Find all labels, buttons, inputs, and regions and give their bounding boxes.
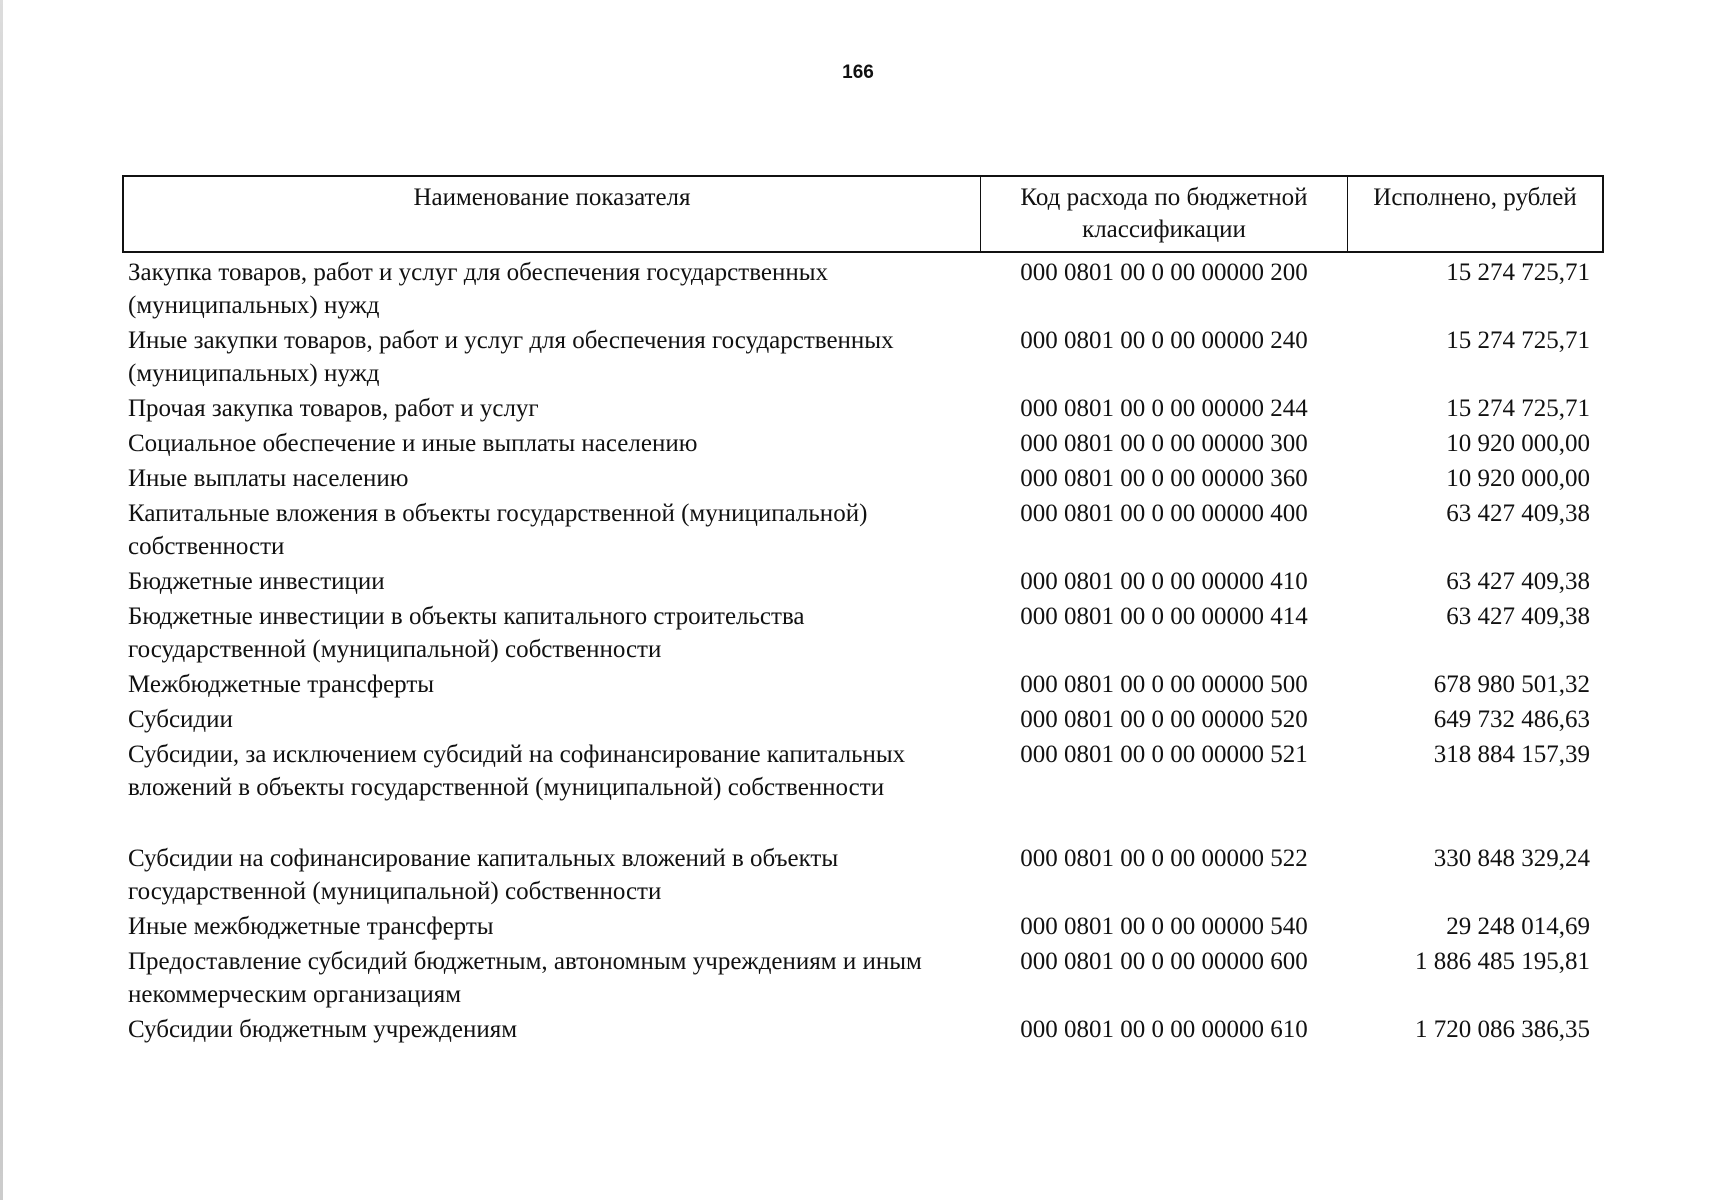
row-code: 000 0801 00 0 00 00000 520 (1020, 706, 1308, 733)
table-body (128, 256, 1602, 1048)
table-row (128, 427, 1602, 460)
row-name: Иные межбюджетные трансферты (128, 913, 494, 940)
row-executed: 15 274 725,71 (1446, 395, 1590, 422)
row-name: Предоставление субсидий бюджетным, автономным учреждениям и иным некоммерческим организациям (128, 948, 922, 1008)
table-row (128, 945, 1602, 1011)
row-name: Прочая закупка товаров, работ и услуг (128, 395, 539, 422)
table-row (128, 600, 1602, 666)
row-executed: 15 274 725,71 (1446, 259, 1590, 286)
row-executed: 330 848 329,24 (1433, 845, 1590, 872)
header-executed: Исполнено, рублей (1347, 177, 1602, 251)
row-name: Капитальные вложения в объекты государственной (муниципальной) собственности (128, 500, 868, 560)
row-code: 000 0801 00 0 00 00000 414 (1020, 603, 1308, 630)
row-name: Социальное обеспечение и иные выплаты населению (128, 430, 698, 457)
row-code: 000 0801 00 0 00 00000 610 (1020, 1016, 1308, 1043)
scan-edge (0, 0, 3, 1200)
row-code: 000 0801 00 0 00 00000 240 (1020, 327, 1308, 354)
row-name: Иные выплаты населению (128, 465, 409, 492)
row-code: 000 0801 00 0 00 00000 522 (1020, 845, 1308, 872)
row-executed: 29 248 014,69 (1446, 913, 1590, 940)
row-executed: 10 920 000,00 (1446, 465, 1590, 492)
row-code: 000 0801 00 0 00 00000 410 (1020, 568, 1308, 595)
row-name: Бюджетные инвестиции в объекты капитального строительства государственной (муниципальной) собственности (128, 603, 805, 663)
header-name: Наименование показателя (413, 184, 691, 211)
table-row (128, 910, 1602, 943)
page-number: 166 (842, 62, 874, 83)
row-code: 000 0801 00 0 00 00000 600 (1020, 948, 1308, 975)
table-row (128, 324, 1602, 390)
table-row (128, 703, 1602, 736)
table-row (128, 256, 1602, 322)
header-code: Код расхода по бюджетной классификации (980, 177, 1347, 251)
row-executed: 10 920 000,00 (1446, 430, 1590, 457)
row-executed: 15 274 725,71 (1446, 327, 1590, 354)
row-name: Субсидии, за исключением субсидий на софинансирование капитальных вложений в объекты государственной (муниципальной) собственности (128, 741, 906, 801)
row-code: 000 0801 00 0 00 00000 521 (1020, 741, 1308, 768)
row-code: 000 0801 00 0 00 00000 360 (1020, 465, 1308, 492)
row-name: Межбюджетные трансферты (128, 671, 435, 698)
table-row (128, 668, 1602, 701)
row-name: Субсидии бюджетным учреждениям (128, 1016, 518, 1043)
table-row (128, 497, 1602, 563)
table-row (128, 1013, 1602, 1046)
table-row (128, 392, 1602, 425)
table-row (128, 842, 1602, 908)
row-name: Иные закупки товаров, работ и услуг для обеспечения государственных (муниципальных) нужд (128, 327, 894, 387)
row-executed: 63 427 409,38 (1446, 568, 1590, 595)
table-row (128, 565, 1602, 598)
row-executed: 678 980 501,32 (1433, 671, 1590, 698)
table-row (128, 738, 1602, 804)
row-executed: 63 427 409,38 (1446, 603, 1590, 630)
row-code: 000 0801 00 0 00 00000 200 (1020, 259, 1308, 286)
row-code: 000 0801 00 0 00 00000 300 (1020, 430, 1308, 457)
row-executed: 63 427 409,38 (1446, 500, 1590, 527)
row-executed: 318 884 157,39 (1433, 741, 1590, 768)
table-header (122, 175, 1604, 253)
row-name: Субсидии на софинансирование капитальных вложений в объекты государственной (муниципальной) собственности (128, 845, 839, 905)
row-code: 000 0801 00 0 00 00000 244 (1020, 395, 1308, 422)
row-code: 000 0801 00 0 00 00000 400 (1020, 500, 1308, 527)
row-name: Субсидии (128, 706, 233, 733)
row-executed: 1 720 086 386,35 (1415, 1016, 1590, 1043)
table-row (128, 462, 1602, 495)
row-name: Закупка товаров, работ и услуг для обеспечения государственных (муниципальных) нужд (128, 259, 829, 319)
row-name: Бюджетные инвестиции (128, 568, 385, 595)
row-code: 000 0801 00 0 00 00000 500 (1020, 671, 1308, 698)
row-executed: 649 732 486,63 (1433, 706, 1590, 733)
row-code: 000 0801 00 0 00 00000 540 (1020, 913, 1308, 940)
row-executed: 1 886 485 195,81 (1415, 948, 1590, 975)
